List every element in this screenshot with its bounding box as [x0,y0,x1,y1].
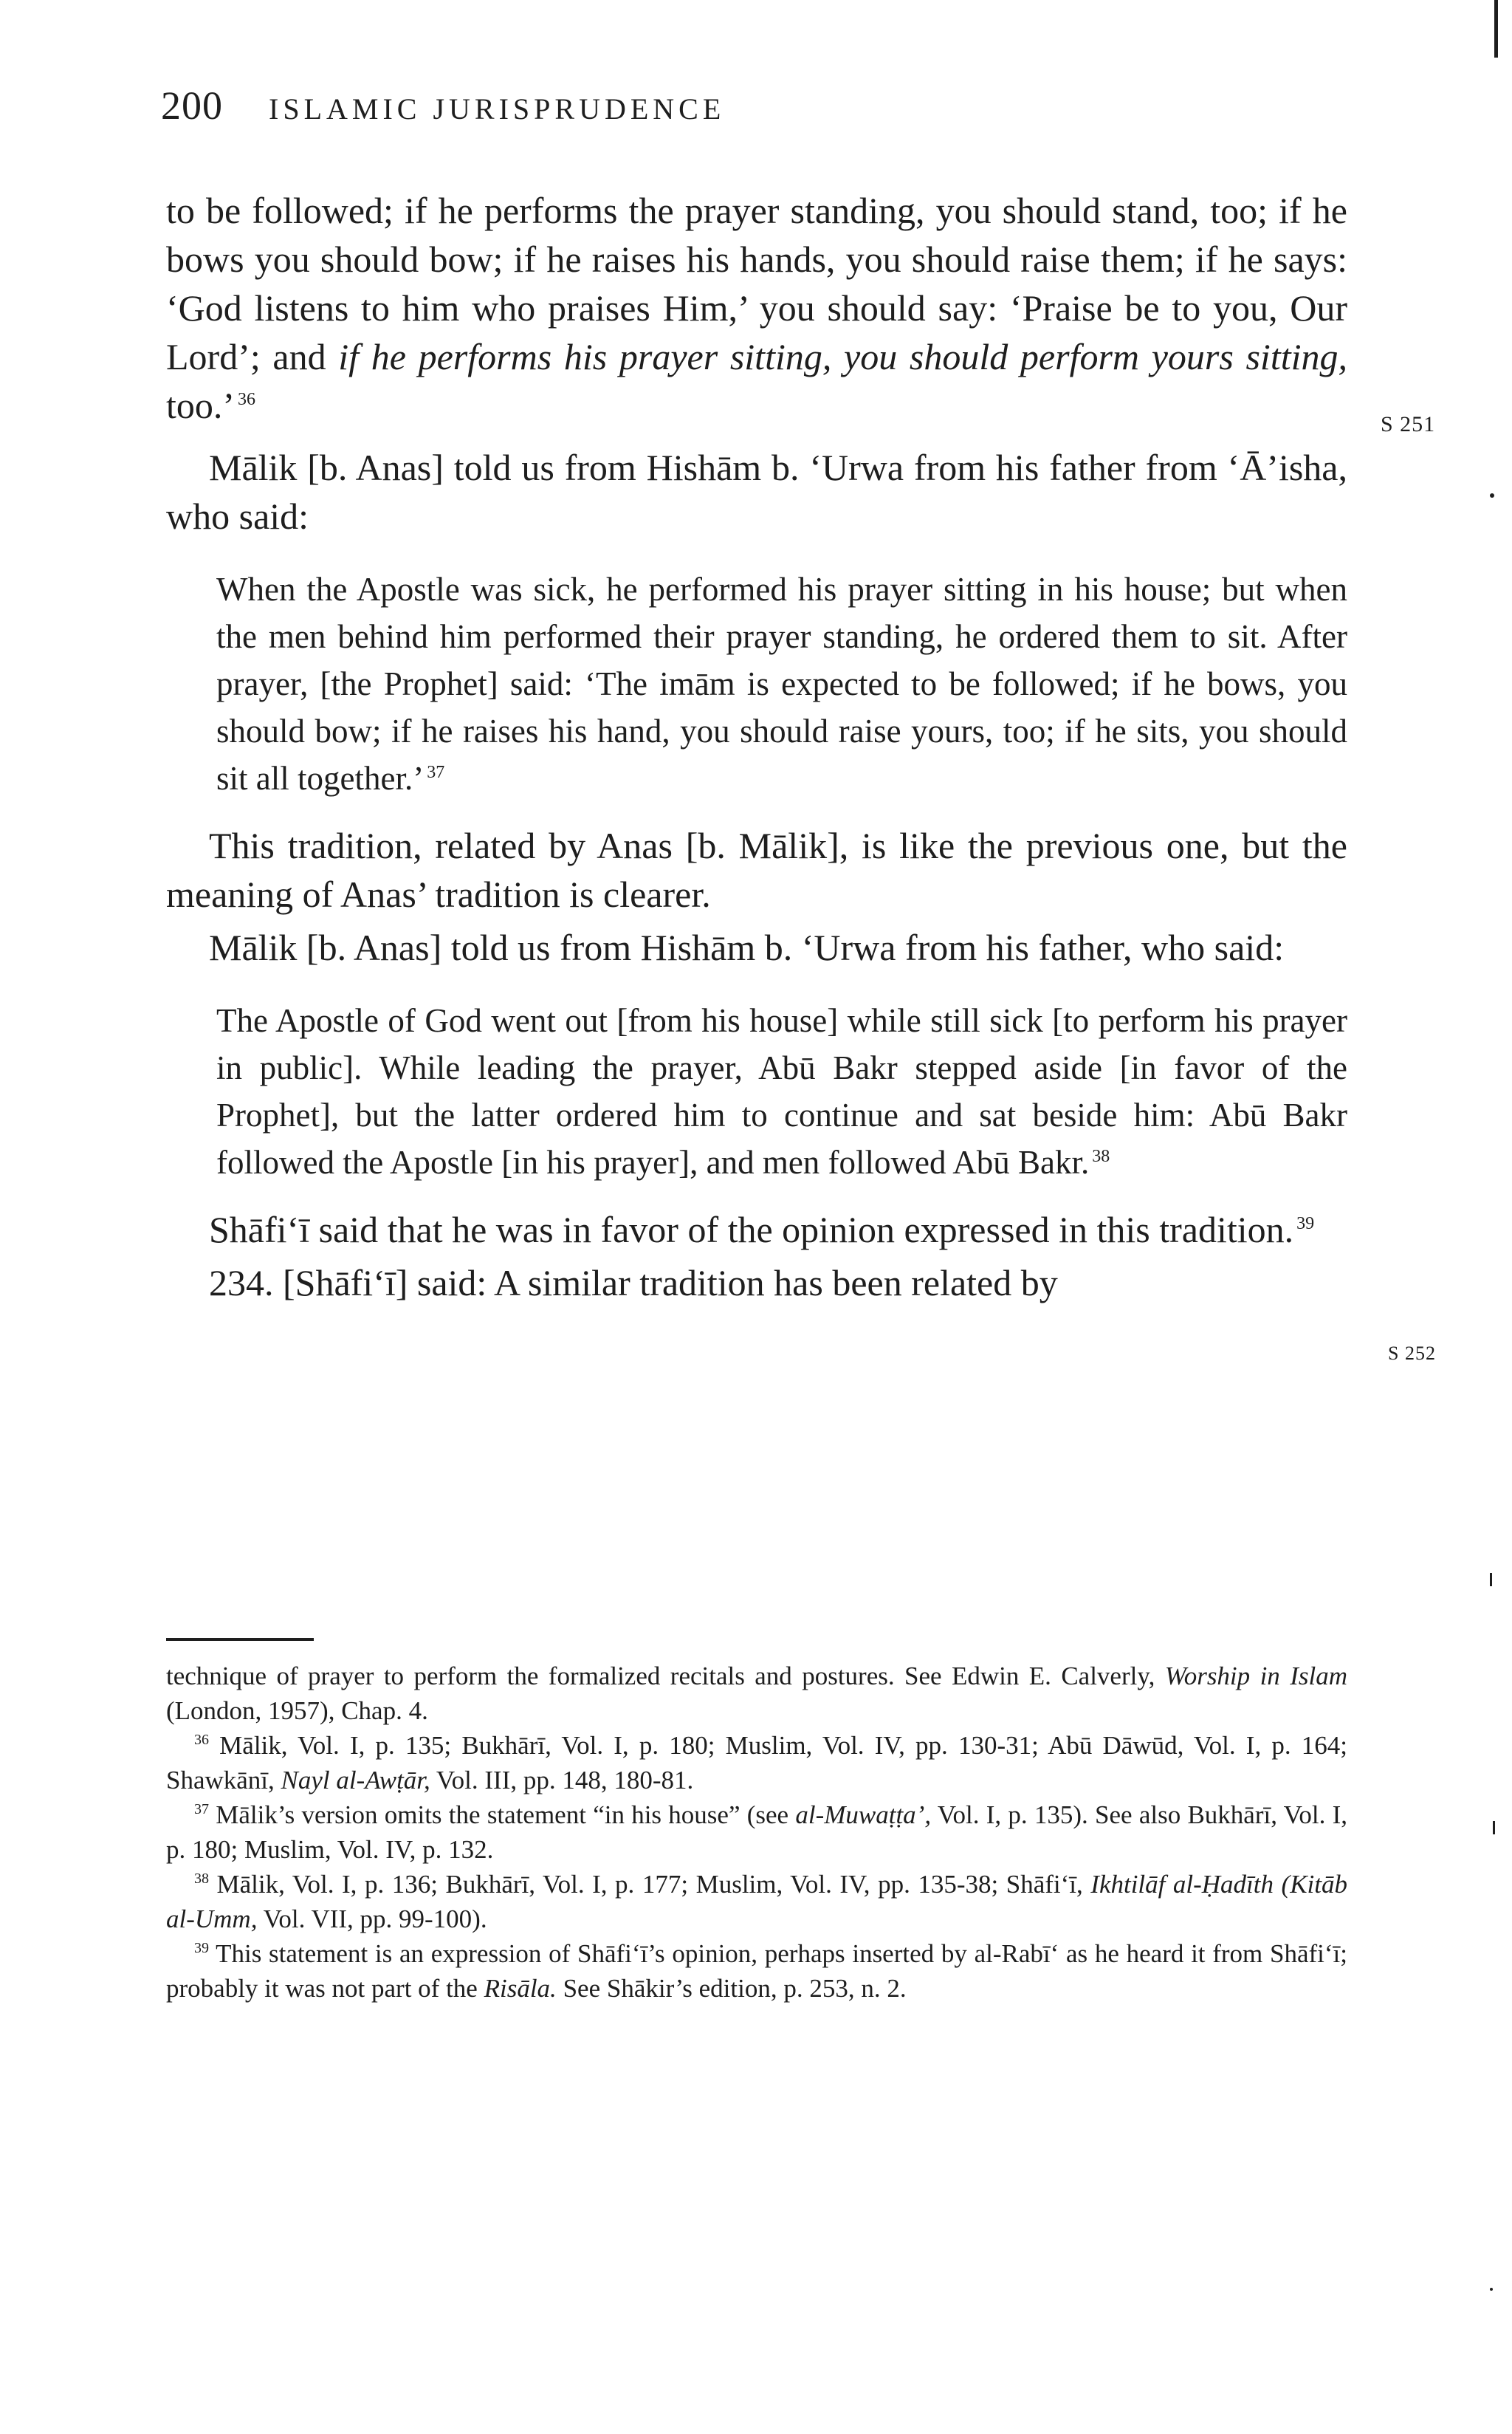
footnote-ref: 37 [427,763,445,782]
scan-mark [1490,2288,1493,2291]
footnote: $^{37}$ Mālik’s version omits the statement “in his house” (see al-Muwaṭṭa’, Vol. I, p. 135). See also Bukhārī, Vol. I, p. 180; Muslim, Vol. IV, p. 132. [166,1800,1347,1864]
main-text [166,186,1347,1307]
scan-mark [1493,1821,1495,1834]
scan-mark [1490,1573,1492,1586]
block-quote: The Apostle of God went out [from his house] while still sick [to perform his prayer in public]. While leading the prayer, Abū Bakr stepped aside [in favor of the Prophet], but the latter ordered him to continue and sat beside him: Abū Bakr followed the Apostle [in his prayer], and men followed Abū Bakr. $^{38}$ [216,1002,1347,1181]
footnote: $^{36}$ Mālik, Vol. I, p. 135; Bukhārī, Vol. I, p. 180; Muslim, Vol. IV, pp. 130-31; Abū Dāwūd, Vol. I, p. 164; Shawkānī, Nayl al-Awṭār, Vol. III, pp. 148, 180-81. [166,1731,1347,1794]
footnotes [166,1659,1347,2006]
paragraph: Mālik [b. Anas] told us from Hishām b. ‘Urwa from his father from ‘Ā’isha, who said: [166,447,1347,537]
scan-mark [1490,493,1494,498]
paragraph: 234. [Shāfi‘ī] said: A similar tradition has been related by [209,1262,1058,1303]
paragraph: This tradition, related by Anas [b. Mālik], is like the previous one, but the meaning of Anas’ tradition is clearer. [166,825,1347,915]
footnote-ref: 38 [1092,1147,1110,1166]
footnote: $^{38}$ Mālik, Vol. I, p. 136; Bukhārī, Vol. I, p. 177; Muslim, Vol. IV, pp. 135-38; Shāfi‘ī, Ikhtilāf al-Ḥadīth (Kitāb al-Umm, Vol. VII, pp. 99-100). [166,1870,1347,1933]
block-quote: When the Apostle was sick, he performed his prayer sitting in his house; but when the men behind him performed their prayer standing, he ordered them to sit. After prayer, [the Prophet] said: ‘The imām is expected to be followed; if he bows, you should bow; if he raises his hand, you should raise yours, too; if he sits, you should sit all together.’ $^{37}$ [216,571,1347,797]
running-head [161,83,1357,134]
margin-note-s252: S 252 [1388,1343,1436,1364]
footnote-ref: 39 [1296,1214,1315,1234]
scan-mark [1494,0,1498,58]
page-number: 200 [161,83,223,128]
running-head-title: ISLAMIC JURISPRUDENCE [269,92,726,126]
paragraph: Shāfi‘ī said that he was in favor of the opinion expressed in this tradition. $^{39}$ [209,1209,1315,1250]
paragraph: Mālik [b. Anas] told us from Hishām b. ‘Urwa from his father, who said: [209,927,1285,968]
footnote-ref: 36 [238,390,256,410]
paragraph: to be followed; if he performs the prayer standing, you should stand, too; if he bows you should bow; if he raises his hands, you should raise them; if he says: ‘God listens to him who praises Him,’ you should say: ‘Praise be to you, Our Lord’; and if he performs his prayer sitting, you should perform yours sitting, too.’ $^{36}$ [166,190,1347,426]
footnote: $^{39}$ This statement is an expression of Shāfi‘ī’s opinion, perhaps inserted by al-Rabī‘ as he heard it from Shāfi‘ī; probably it was not part of the Risāla. See Shākir’s edition, p. 253, n. 2. [166,1939,1347,2003]
margin-note-s251: S 251 [1381,412,1436,436]
footnote: technique of prayer to perform the formalized recitals and postures. See Edwin E. Calverly, Worship in Islam (London, 1957), Chap. 4. [166,1662,1347,1725]
footnote-rule [166,1638,314,1641]
